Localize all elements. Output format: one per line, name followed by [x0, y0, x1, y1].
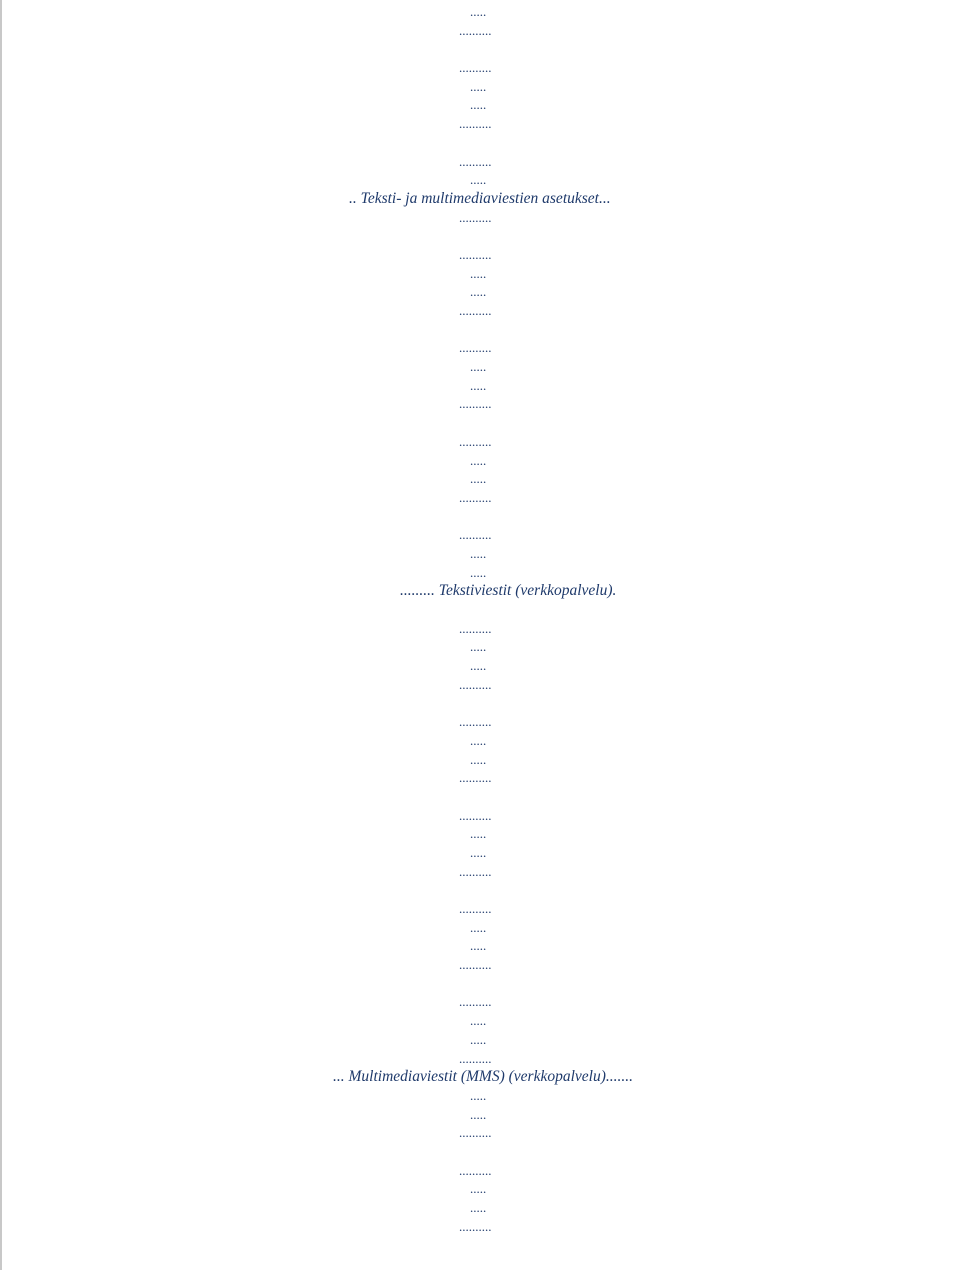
spacer	[0, 40, 960, 59]
dot-leader: ..........	[459, 1125, 492, 1141]
spacer	[0, 134, 960, 153]
dot-leader: ..........	[459, 246, 492, 262]
dot-leader: ..........	[459, 153, 492, 169]
dot-leader: ..........	[459, 60, 492, 76]
dot-leader: .....	[470, 751, 487, 767]
dot-leader: .....	[470, 564, 487, 580]
spacer	[0, 788, 960, 807]
dot-leader: .....	[470, 78, 487, 94]
table-of-contents-page	[0, 3, 960, 1236]
toc-entry-text-and-multimedia-settings[interactable]: .. Teksti- ja multimediaviestien asetukset...	[349, 189, 611, 207]
dot-leader: ..........	[459, 489, 492, 505]
dot-leader: .....	[470, 172, 487, 188]
dot-leader: .....	[470, 471, 487, 487]
dot-leader: ..........	[459, 863, 492, 879]
dot-leader: .....	[470, 359, 487, 375]
dot-leader: .....	[470, 545, 487, 561]
dot-leader: ..........	[459, 1162, 492, 1178]
dot-leader: .....	[470, 1106, 487, 1122]
spacer	[0, 414, 960, 433]
dot-leader: ..........	[459, 676, 492, 692]
dot-leader: ..........	[459, 396, 492, 412]
dot-leader: .....	[470, 919, 487, 935]
dot-leader: .....	[470, 1013, 487, 1029]
dot-leader: .....	[470, 452, 487, 468]
spacer	[0, 227, 960, 246]
dot-leader: .....	[470, 844, 487, 860]
dot-leader: ..........	[459, 527, 492, 543]
dot-leader: .....	[470, 658, 487, 674]
toc-entry-text-messages[interactable]: ......... Tekstiviestit (verkkopalvelu).	[400, 582, 617, 600]
spacer	[0, 321, 960, 340]
dot-leader: ..........	[459, 209, 492, 225]
dot-leader: .....	[470, 1181, 487, 1197]
dot-leader: .....	[470, 284, 487, 300]
dot-leader: ..........	[459, 901, 492, 916]
dot-leader: .....	[470, 639, 487, 655]
dot-leader: ..........	[459, 770, 492, 786]
dot-leader: ..........	[459, 807, 492, 823]
dot-leader: .....	[470, 1087, 487, 1103]
spacer	[0, 694, 960, 713]
dot-leader: ..........	[459, 620, 492, 636]
dot-leader: ..........	[459, 957, 492, 973]
spacer	[0, 508, 960, 527]
dot-leader: ..........	[459, 1218, 492, 1234]
spacer	[0, 1143, 960, 1162]
dot-leader: ..........	[459, 433, 492, 449]
dot-leader: ..........	[459, 1050, 492, 1066]
dot-leader: ..........	[459, 116, 492, 132]
dot-leader: .....	[470, 732, 487, 748]
dot-leader: ..........	[459, 22, 492, 38]
dot-leader: ..........	[459, 303, 492, 318]
dot-leader: ..........	[459, 340, 492, 356]
dot-leader: ..........	[459, 994, 492, 1010]
dot-leader: .....	[470, 826, 487, 842]
dot-leader: ..........	[459, 714, 492, 730]
spacer	[0, 975, 960, 994]
toc-entry-multimedia-messages[interactable]: ... Multimediaviestit (MMS) (verkkopalvelu).......	[333, 1068, 633, 1086]
dot-leader: .....	[470, 1200, 487, 1215]
dot-leader: .....	[470, 4, 487, 19]
spacer	[0, 881, 960, 900]
dot-leader: .....	[470, 1031, 487, 1047]
dot-leader: .....	[470, 938, 487, 954]
dot-leader: .....	[470, 377, 487, 393]
dot-leader: .....	[470, 265, 487, 281]
spacer	[0, 601, 960, 620]
dot-leader: .....	[470, 97, 487, 113]
